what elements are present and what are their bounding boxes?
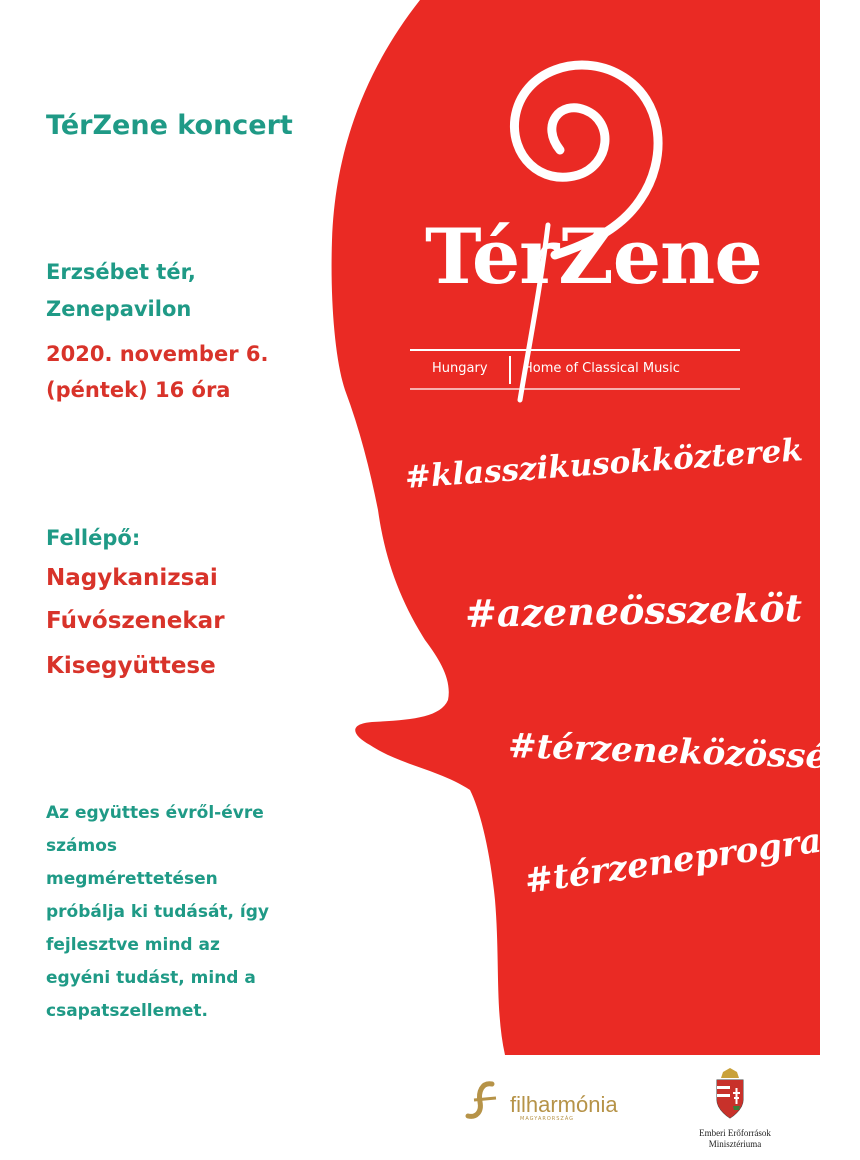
date-line-2: (péntek) 16 óra xyxy=(46,378,231,402)
event-info-panel xyxy=(35,100,335,1090)
description-line: megmérettetésen xyxy=(46,869,218,889)
terzene-wordmark: TérZene xyxy=(425,212,762,301)
ministry-name xyxy=(665,1128,805,1150)
venue-line-1: Erzsébet tér, xyxy=(46,260,196,284)
ministry-line-2: Minisztériuma xyxy=(708,1139,762,1149)
date-line-1: 2020. november 6. xyxy=(46,342,269,366)
filharmonia-subtitle: MAGYARORSZÁG xyxy=(520,1116,575,1122)
performer-name-line: Kisegyüttese xyxy=(46,653,216,679)
tagline-hungary: Hungary xyxy=(432,361,488,376)
performer-name-line: Nagykanizsai xyxy=(46,565,218,591)
filharmonia-name: filharmónia xyxy=(510,1092,618,1117)
hashtag-klasszikusok: #klasszikusokközterek xyxy=(403,432,804,496)
description-line: számos xyxy=(46,836,117,856)
description-line: fejlesztve mind az xyxy=(46,935,220,955)
description-line: egyéni tudást, mind a xyxy=(46,968,256,988)
description-line: csapatszellemet. xyxy=(46,1001,208,1021)
hungarian-coat-of-arms-icon xyxy=(713,1066,747,1124)
head-silhouette-shape xyxy=(332,0,820,1055)
venue-line-2: Zenepavilon xyxy=(46,297,192,321)
filharmonia-logo-icon xyxy=(462,1080,508,1122)
performer-label: Fellépő: xyxy=(46,526,141,550)
description-line: Az együttes évről-évre xyxy=(46,803,264,823)
hashtag-terzenekozosseg: #térzeneközösség xyxy=(507,726,852,778)
performer-name-line: Fúvószenekar xyxy=(46,608,225,634)
tagline-home-of-classical-music: Home of Classical Music xyxy=(523,361,680,376)
hashtag-terzeneprogram: #térzeneprogram xyxy=(522,815,860,902)
event-title: TérZene koncert xyxy=(46,110,293,141)
description-line: próbálja ki tudását, így xyxy=(46,902,270,922)
ministry-line-1: Emberi Erőforrások xyxy=(699,1128,771,1138)
hashtag-azene: #azeneösszeköt xyxy=(464,585,803,636)
